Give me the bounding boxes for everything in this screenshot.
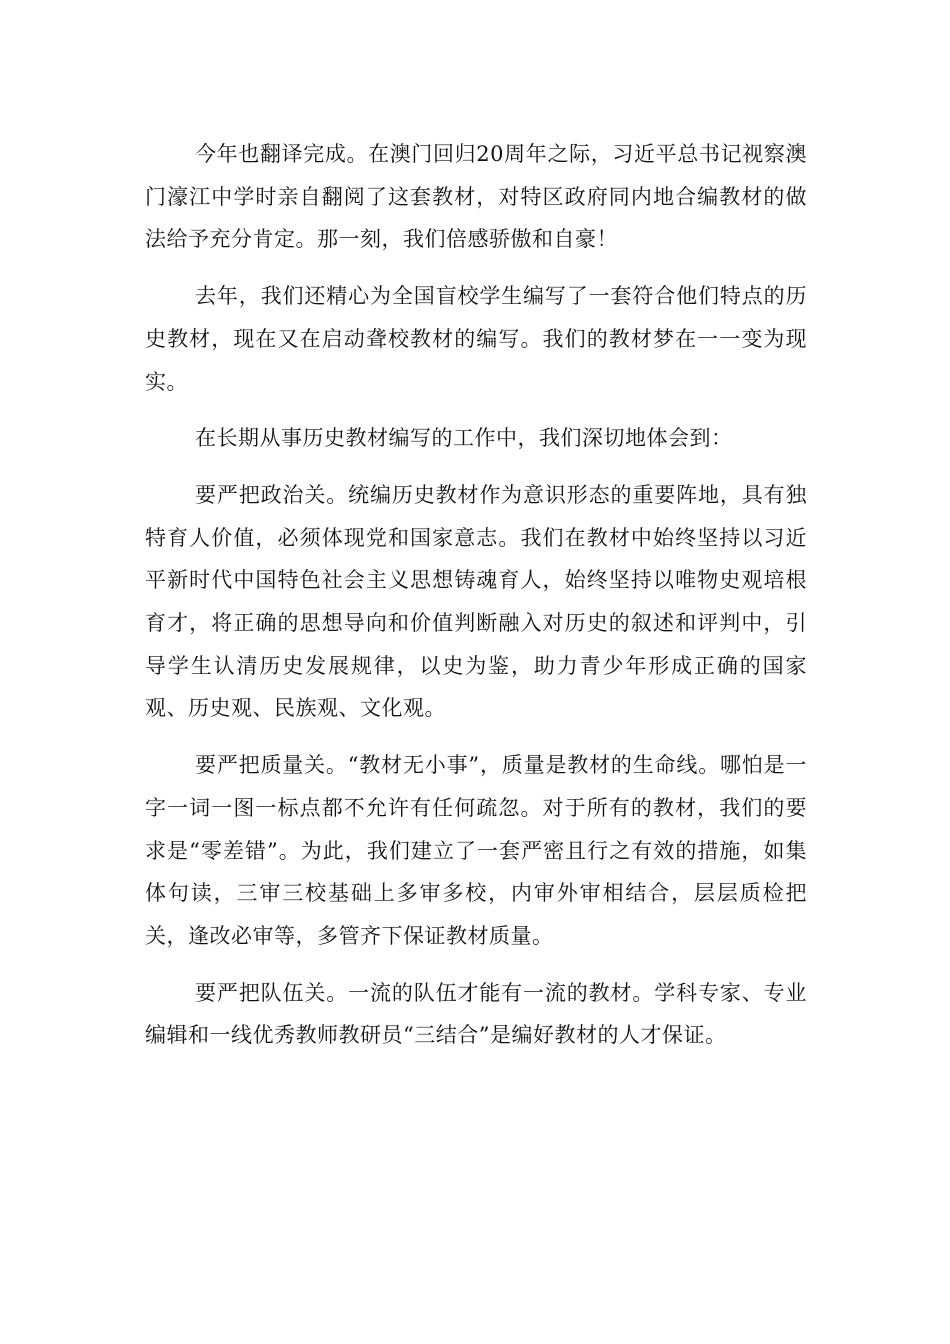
paragraph-2: 去年，我们还精心为全国盲校学生编写了一套符合他们特点的历史教材，现在又在启动聋校教材的编写。我们的教材梦在一一变为现实。 [145,284,807,394]
paragraph-4: 要严把政治关。统编历史教材作为意识形态的重要阵地，具有独特育人价值，必须体现党和国家意志。我们在教材中始终坚持以习近平新时代中国特色社会主义思想铸魂育人，始终坚持以唯物史观培根育才，将正确的思想导向和价值判断融入对历史的叙述和评判中，引导学生认清历史发展规律，以史为鉴，助力青少年形成正确的国家观、历史观、民族观、文化观。 [145,482,807,721]
paragraph-5: 要严把质量关。“教材无小事”，质量是教材的生命线。哪怕是一字一词一图一标点都不允许有任何疏忽。对于所有的教材，我们的要求是“零差错”。为此，我们建立了一套严密且行之有效的措施，如集体句读，三审三校基础上多审多校，内审外审相结合，层层质检把关，逢改必审等，多管齐下保证教材质量。 [145,753,807,948]
paragraph-1: 今年也翻译完成。在澳门回归20周年之际，习近平总书记视察澳门濠江中学时亲自翻阅了这套教材，对特区政府同内地合编教材的做法给予充分肯定。那一刻，我们倍感骄傲和自豪！ [145,142,807,252]
paragraph-6: 要严把队伍关。一流的队伍才能有一流的教材。学科专家、专业编辑和一线优秀教师教研员“三结合”是编好教材的人才保证。 [145,980,807,1048]
paragraph-3: 在长期从事历史教材编写的工作中，我们深切地体会到： [195,426,733,451]
document-page [145,133,807,1057]
